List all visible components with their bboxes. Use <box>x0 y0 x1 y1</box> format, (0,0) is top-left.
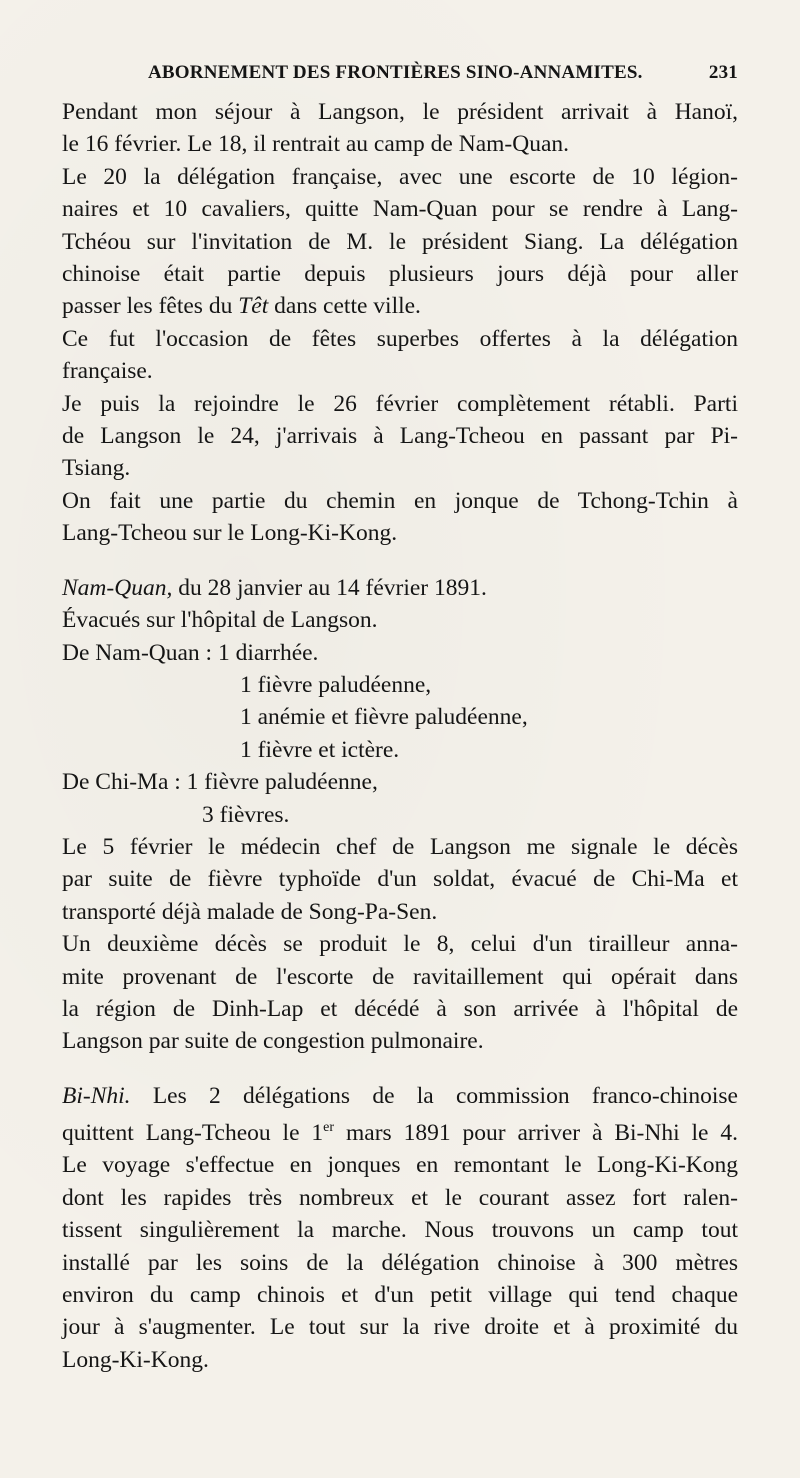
list-item: 1 fièvre paludéenne, <box>240 671 432 698</box>
text-line: Pendant mon séjour à Langson, le président arrivait à Hanoï, <box>62 99 738 125</box>
paragraph-7 <box>62 928 738 1058</box>
text-line <box>62 1112 738 1149</box>
text-line: par suite de fièvre typhoïde d'un soldat, évacué de Chi-Ma et <box>62 866 738 893</box>
section-gap <box>62 550 738 572</box>
text-line: Tsiang. <box>62 455 131 482</box>
list-item: 1 anémie et fièvre paludéenne, <box>240 704 528 731</box>
page-body <box>62 96 738 1376</box>
text-line: environ du camp chinois et d'un petit village qui tend chaque <box>62 1282 738 1309</box>
text-line: transporté déjà malade de Song-Pa-Sen. <box>62 898 438 925</box>
text-line: Langson par suite de congestion pulmonaire. <box>62 1028 484 1055</box>
page-number: 231 <box>708 62 738 83</box>
italic-term: Têt <box>238 293 269 320</box>
text-line: dont les rapides très nombreux et le courant assez fort ralen- <box>62 1184 738 1211</box>
evacuation-line: Évacués sur l'hôpital de Langson. <box>62 607 378 634</box>
evacuation-list <box>62 637 738 831</box>
text-line: Long-Ki-Kong. <box>62 1346 209 1373</box>
text-line: Le 20 la délégation française, avec une escorte de 10 légion- <box>62 163 738 190</box>
list-item: De Nam-Quan : 1 diarrhée. <box>62 639 319 666</box>
section-nam-quan <box>62 572 738 831</box>
text-fragment: mars 1891 pour arriver à Bi-Nhi le 4. <box>345 1120 739 1147</box>
paragraph-2 <box>62 161 738 323</box>
text-line: On fait une partie du chemin en jonque de Tchong-Tchin à <box>62 487 738 514</box>
paragraph-3 <box>62 323 738 388</box>
list-item: 3 fièvres. <box>202 801 290 828</box>
text-line: Lang-Tcheou sur le Long-Ki-Kong. <box>62 520 398 547</box>
section-gap <box>62 1058 738 1080</box>
text-line <box>62 1080 738 1112</box>
text-fragment: Les 2 délégations de la commission franco-chinoise <box>152 1082 738 1109</box>
paragraph-1 <box>62 96 738 161</box>
section-place: Nam-Quan, <box>62 574 173 601</box>
text-line: installé par les soins de la délégation chinoise à 300 mètres <box>62 1249 738 1276</box>
text-line: française. <box>62 358 153 385</box>
text-line: le 16 février. Le 18, il rentrait au camp de Nam-Quan. <box>62 131 570 158</box>
text-line: Le voyage s'effectue en jonques en remontant le Long-Ki-Kong <box>62 1152 738 1179</box>
text-line: tissent singulièrement la marche. Nous trouvons un camp tout <box>62 1217 738 1244</box>
text-line: Un deuxième décès se produit le 8, celui d'un tirailleur anna- <box>62 931 738 958</box>
paragraph-4 <box>62 388 738 485</box>
superscript: er <box>323 1120 335 1136</box>
text-line: chinoise était partie depuis plusieurs jours déjà pour aller <box>62 261 738 288</box>
paragraph-5 <box>62 485 738 550</box>
section-place: Bi-Nhi. <box>62 1082 131 1109</box>
list-item: De Chi-Ma : 1 fièvre paludéenne, <box>62 769 378 796</box>
text-line: Je puis la rejoindre le 26 février complètement rétabli. Parti <box>62 390 738 417</box>
text-line: mite provenant de l'escorte de ravitaillement qui opérait dans <box>62 963 738 990</box>
running-title: ABORNEMENT DES FRONTIÈRES SINO-ANNAMITES. <box>148 62 643 83</box>
list-item: 1 fièvre et ictère. <box>240 736 400 763</box>
text-line <box>62 290 738 322</box>
section-heading-line <box>62 572 738 604</box>
text-line: Tchéou sur l'invitation de M. le président Siang. La délégation <box>62 228 738 255</box>
section-bi-nhi <box>62 1080 738 1376</box>
text-line: de Langson le 24, j'arrivais à Lang-Tcheou en passant par Pi- <box>62 423 738 450</box>
text-fragment: passer les fêtes du <box>62 293 233 320</box>
text-fragment: quittent Lang-Tcheou le 1 <box>62 1120 324 1147</box>
section-dates: du 28 janvier au 14 février 1891. <box>178 574 487 601</box>
text-line: jour à s'augmenter. Le tout sur la rive droite et à proximité du <box>62 1314 738 1341</box>
paragraph-6 <box>62 831 738 928</box>
text-line: Ce fut l'occasion de fêtes superbes offertes à la délégation <box>62 325 738 352</box>
text-line: la région de Dinh-Lap et décédé à son arrivée à l'hôpital de <box>62 995 738 1022</box>
text-fragment: dans cette ville. <box>274 293 421 320</box>
text-line: naires et 10 cavaliers, quitte Nam-Quan pour se rendre à Lang- <box>62 196 738 223</box>
text-line: Le 5 février le médecin chef de Langson me signale le décès <box>62 833 738 860</box>
